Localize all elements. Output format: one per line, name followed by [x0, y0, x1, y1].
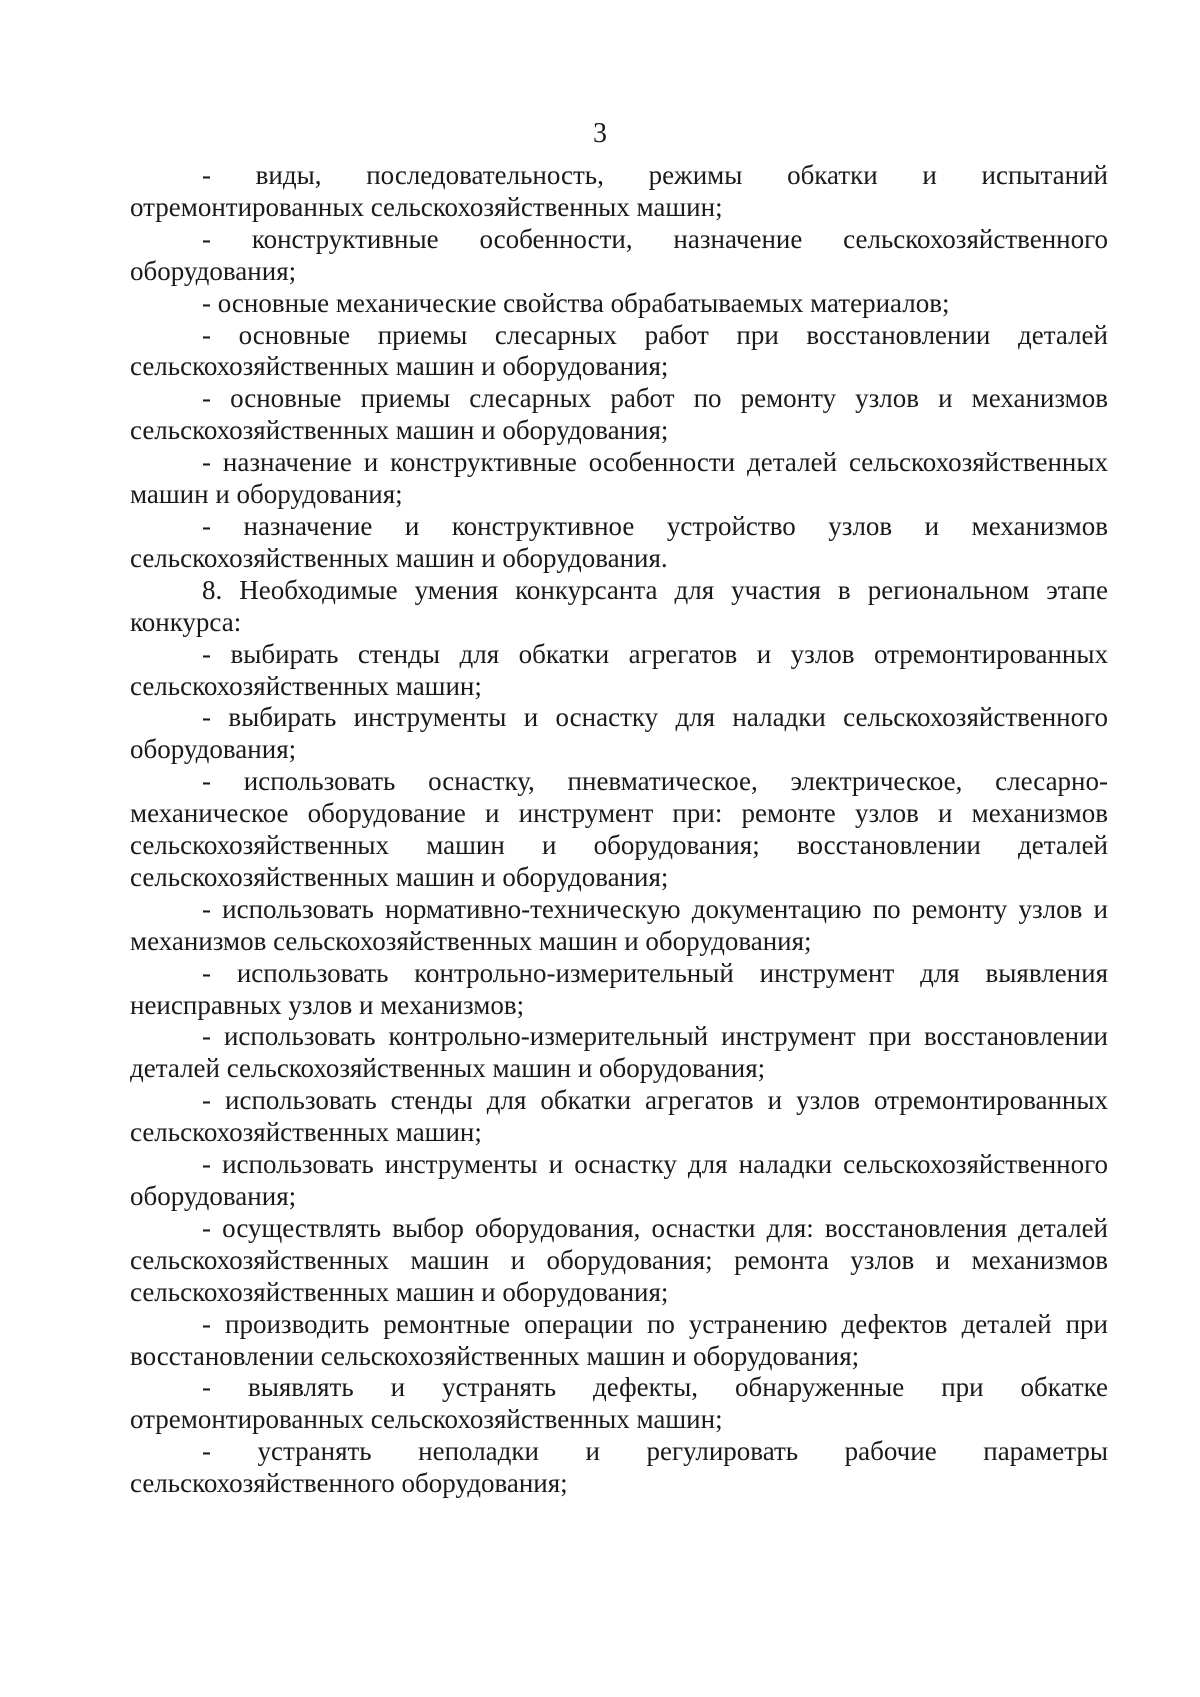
list-item: - использовать контрольно-измерительный инструмент при восстановлении деталей сельскохозяйственных машин и оборудования;	[130, 1021, 1108, 1084]
list-item: - выбирать инструменты и оснастку для наладки сельскохозяйственного оборудования;	[130, 702, 1108, 765]
list-item: - устранять неполадки и регулировать рабочие параметры сельскохозяйственного оборудования;	[130, 1436, 1108, 1499]
list-item: - осуществлять выбор оборудования, оснастки для: восстановления деталей сельскохозяйственных машин и оборудования; ремонта узлов и механизмов сельскохозяйственных машин и оборудования;	[130, 1212, 1108, 1307]
list-item: - основные механические свойства обрабатываемых материалов;	[202, 287, 950, 318]
list-item: - конструктивные особенности, назначение сельскохозяйственного оборудования;	[130, 223, 1108, 286]
list-item: - основные приемы слесарных работ при восстановлении деталей сельскохозяйственных машин и оборудования;	[130, 319, 1108, 382]
section-heading: 8. Необходимые умения конкурсанта для участия в региональном этапе конкурса:	[130, 574, 1108, 637]
list-item: - использовать стенды для обкатки агрегатов и узлов отремонтированных сельскохозяйственных машин;	[130, 1085, 1108, 1148]
page-number: 3	[593, 118, 607, 149]
list-item: - назначение и конструктивные особенности деталей сельскохозяйственных машин и оборудования;	[130, 447, 1108, 510]
list-item: - выбирать стенды для обкатки агрегатов и узлов отремонтированных сельскохозяйственных машин;	[130, 638, 1108, 701]
list-item: - виды, последовательность, режимы обкатки и испытаний отремонтированных сельскохозяйственных машин;	[130, 160, 1108, 222]
list-item: - производить ремонтные операции по устранению дефектов деталей при восстановлении сельскохозяйственных машин и оборудования;	[130, 1308, 1108, 1371]
list-item: - основные приемы слесарных работ по ремонту узлов и механизмов сельскохозяйственных машин и оборудования;	[130, 383, 1108, 446]
list-item: - использовать оснастку, пневматическое, электрическое, слесарно-механическое оборудование и инструмент при: ремонте узлов и механизмов сельскохозяйственных машин и оборудования; восстановлении деталей сельскохозяйственных машин и оборудования;	[130, 766, 1108, 892]
list-item: - выявлять и устранять дефекты, обнаруженные при обкатке отремонтированных сельскохозяйственных машин;	[130, 1372, 1108, 1435]
document-body	[130, 160, 1108, 1500]
list-item: - использовать нормативно-техническую документацию по ремонту узлов и механизмов сельскохозяйственных машин и оборудования;	[130, 893, 1108, 956]
list-item: - использовать контрольно-измерительный инструмент для выявления неисправных узлов и механизмов;	[130, 957, 1108, 1020]
list-item: - использовать инструменты и оснастку для наладки сельскохозяйственного оборудования;	[130, 1149, 1108, 1211]
list-item: - назначение и конструктивное устройство узлов и механизмов сельскохозяйственных машин и оборудования.	[130, 510, 1108, 573]
